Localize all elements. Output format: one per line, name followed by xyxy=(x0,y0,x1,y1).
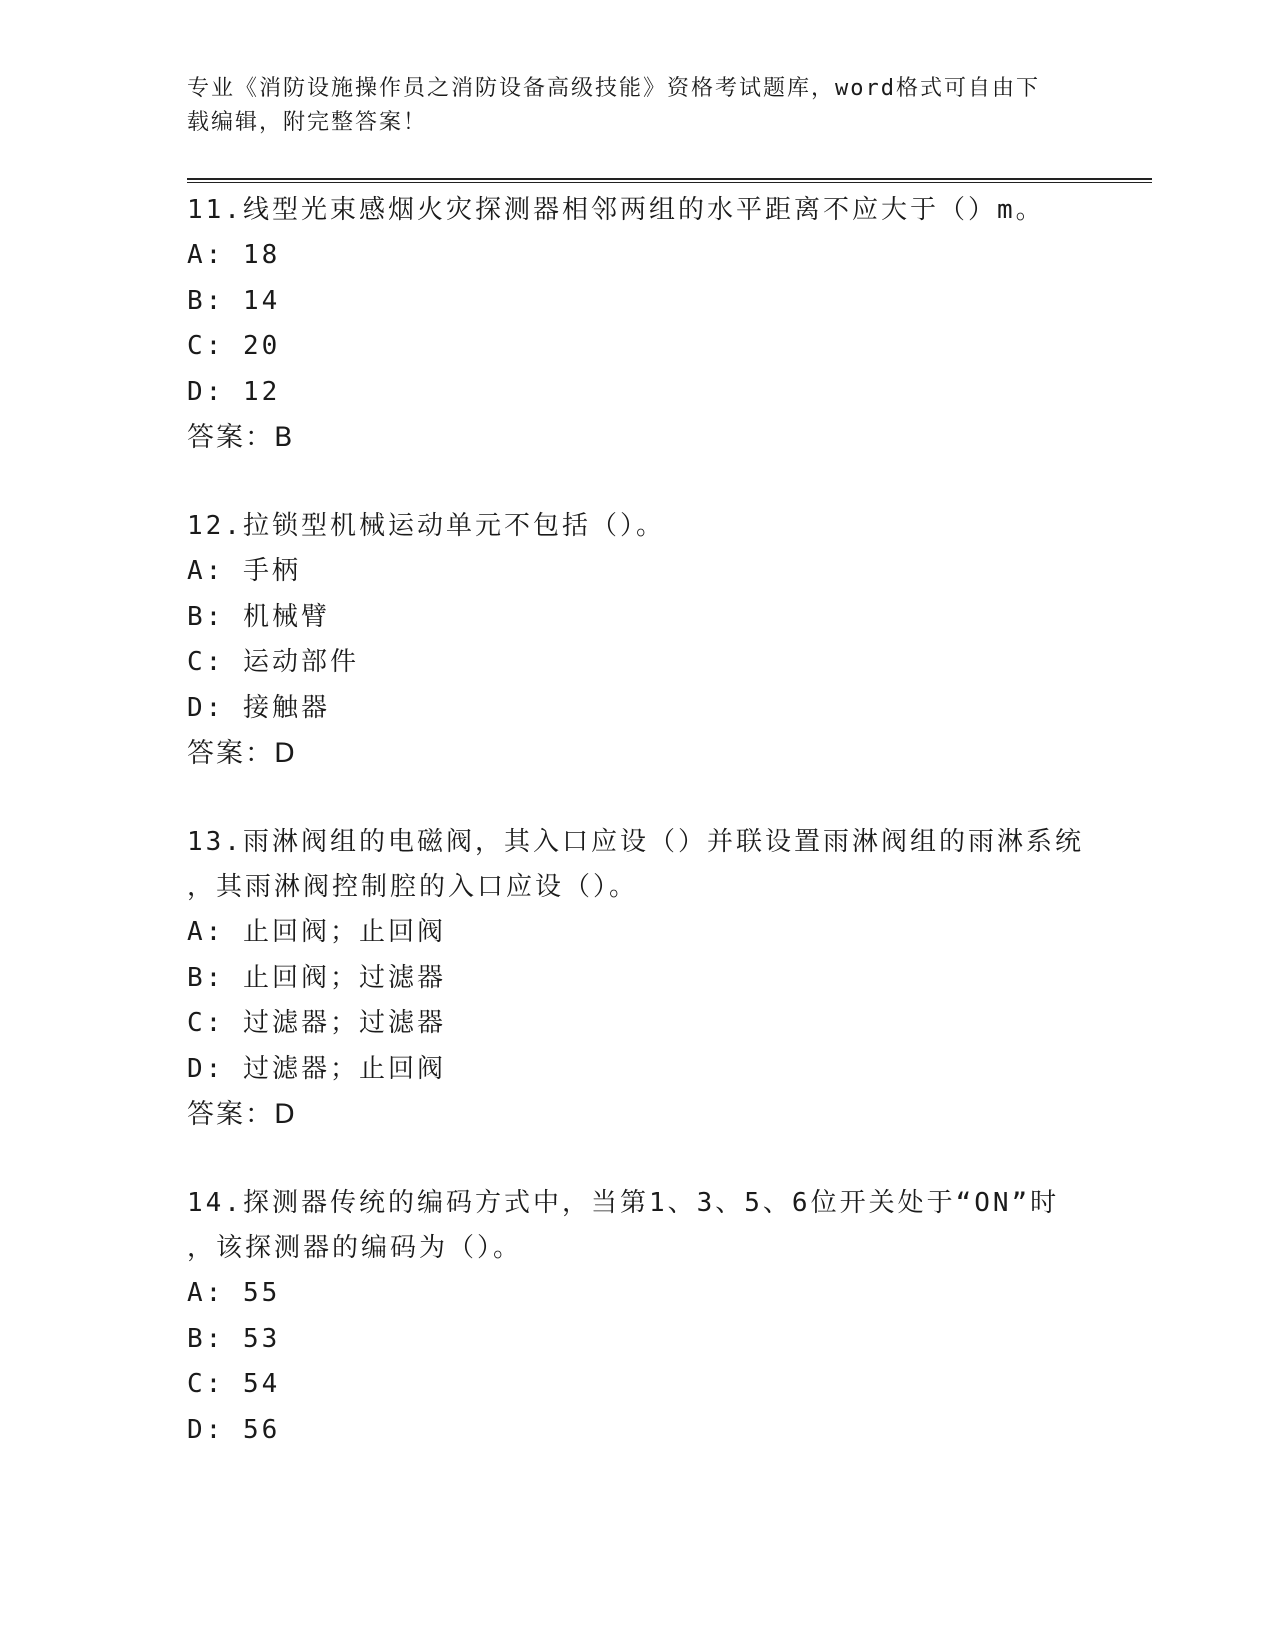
option-d: D: 接触器 xyxy=(187,692,330,723)
answer: 答案：D xyxy=(187,1099,297,1130)
question-12 xyxy=(187,504,1087,776)
option-c: C: 过滤器；过滤器 xyxy=(187,1008,446,1038)
header-line-1: 专业《消防设施操作员之消防设备高级技能》资格考试题库，word格式可自由下 xyxy=(187,76,1040,101)
question-text-line-2: ，该探测器的编码为（）。 xyxy=(187,1233,523,1263)
option-a: A: 手柄 xyxy=(187,556,301,586)
header-line-2: 载编辑，附完整答案！ xyxy=(187,110,428,135)
option-a: A: 18 xyxy=(187,240,281,270)
answer: 答案：B xyxy=(187,422,295,453)
question-text-line-2: ，其雨淋阀控制腔的入口应设（）。 xyxy=(187,872,639,902)
option-b: B: 机械臂 xyxy=(187,601,330,632)
question-text: 11.线型光束感烟火灾探测器相邻两组的水平距离不应大于（）m。 xyxy=(187,195,1045,225)
option-d: D: 56 xyxy=(187,1414,281,1445)
question-11 xyxy=(187,188,1087,460)
question-13 xyxy=(187,820,1087,1137)
document-header xyxy=(187,72,1067,140)
option-c: C: 54 xyxy=(187,1369,281,1399)
question-text: 12.拉锁型机械运动单元不包括（）。 xyxy=(187,511,665,541)
option-b: B: 14 xyxy=(187,285,281,316)
option-c: C: 20 xyxy=(187,331,281,361)
option-a: A: 止回阀；止回阀 xyxy=(187,917,446,947)
question-text-line-1: 13.雨淋阀组的电磁阀，其入口应设（）并联设置雨淋阀组的雨淋系统 xyxy=(187,827,1084,857)
header-divider xyxy=(187,178,1152,183)
option-b: B: 53 xyxy=(187,1323,281,1354)
question-14 xyxy=(187,1181,1087,1453)
option-d: D: 过滤器；止回阀 xyxy=(187,1053,446,1084)
answer: 答案：D xyxy=(187,738,297,769)
question-text-line-1: 14.探测器传统的编码方式中，当第1、3、5、6位开关处于“ON”时 xyxy=(187,1188,1060,1218)
option-c: C: 运动部件 xyxy=(187,647,359,677)
question-list xyxy=(187,188,1087,1497)
option-b: B: 止回阀；过滤器 xyxy=(187,962,446,993)
option-d: D: 12 xyxy=(187,376,281,407)
option-a: A: 55 xyxy=(187,1278,281,1308)
